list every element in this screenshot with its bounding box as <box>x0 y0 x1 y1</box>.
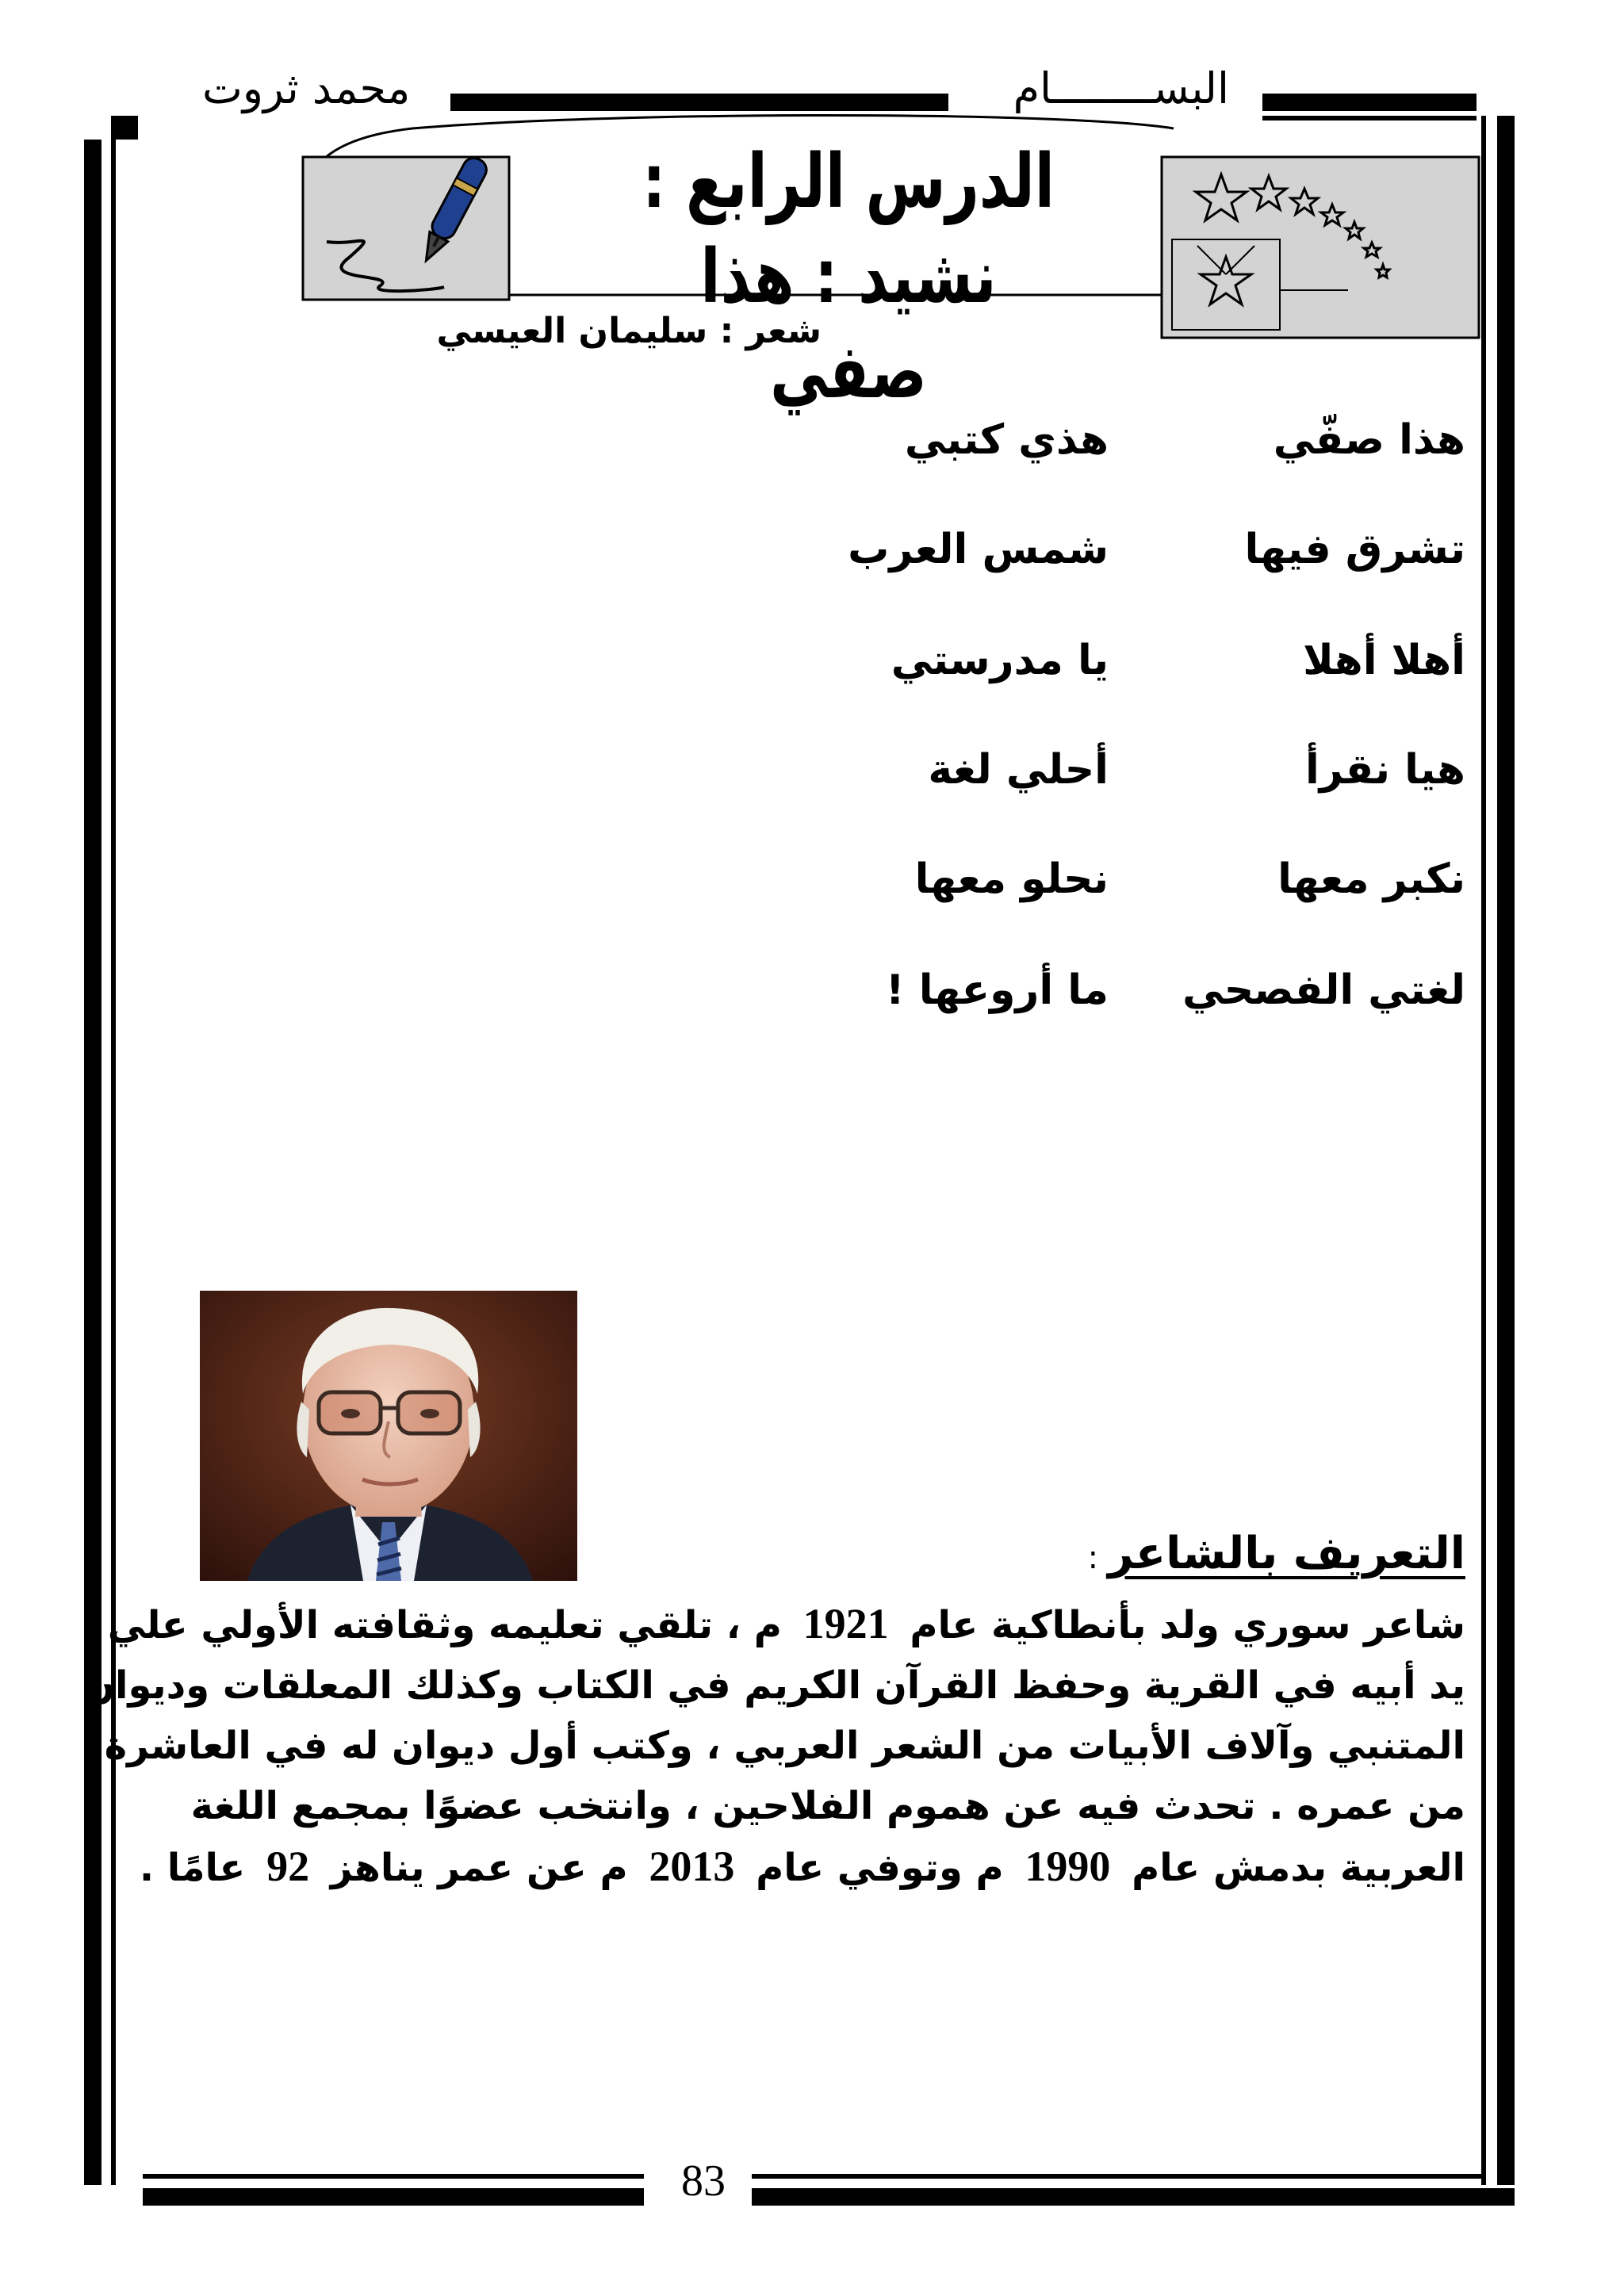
poem-line <box>0 522 1624 577</box>
bio-birth-year: 1921 <box>802 1600 889 1647</box>
poem-hemistich-left: نحلو معها <box>914 855 1109 903</box>
top-rule-right <box>1262 94 1477 111</box>
poem-hemistich-right: هيا نقرأ <box>1304 746 1465 794</box>
bio-academy-year: 1990 <box>1025 1843 1111 1890</box>
poem-hemistich-left: يا مدرستي <box>891 637 1109 684</box>
poem-line <box>0 633 1624 688</box>
poem-hemistich-right: نكبر معها <box>1277 855 1465 903</box>
poem-hemistich-right: أهلا أهلا <box>1303 637 1465 684</box>
header-title: البســــــــام <box>1013 63 1229 113</box>
bio-paragraph <box>70 1594 1465 1898</box>
poem-line <box>0 962 1624 1018</box>
pen-box <box>303 154 509 300</box>
header-author: محمد ثروت <box>202 63 411 113</box>
poem-line <box>0 742 1624 798</box>
poet-credit: شعر : سليمان العيسي <box>436 311 822 351</box>
poem-line <box>0 851 1624 907</box>
poem-hemistich-right: تشرق فيها <box>1244 526 1465 573</box>
bio-text-segment: م ، تلقي تعليمه وثقافته الأولي علي يد أبيه في القرية وحفظ القرآن الكريم في الكتاب وكذلك المعلقات وديوان المتنبي وآلاف الأبيات من الشعر العربي ، وكتب أول ديوان له في العاشرة من عمره . تحدث فيه عن هموم الفلاحين ، وانتخب عضوًا بمجمع اللغة العربية بدمش عام <box>82 1603 1465 1890</box>
poem-line <box>0 412 1624 468</box>
bio-age: 92 <box>266 1843 310 1890</box>
stars-box-frame <box>1162 157 1479 338</box>
poet-portrait <box>200 1291 577 1581</box>
bio-text-segment: شاعر سوري ولد بأنطاكية عام <box>910 1603 1465 1647</box>
poem-hemistich-right: لغتي الفصحي <box>1182 966 1465 1014</box>
poem-hemistich-right: هذا صفّي <box>1273 416 1465 464</box>
top-left-corner <box>111 116 138 140</box>
bio-text-segment: م وتوفي عام <box>756 1846 1004 1890</box>
bio-heading <box>1088 1526 1465 1586</box>
poem-hemistich-left: هذي كتبي <box>904 416 1109 464</box>
poem-hemistich-left: أحلي لغة <box>928 746 1109 794</box>
poem-hemistich-left: شمس العرب <box>848 526 1109 573</box>
bio-heading-colon: : <box>1087 1540 1099 1576</box>
lesson-title: الدرس الرابع : نشيد : هذا صفي <box>642 139 1055 415</box>
bottom-rule-right-thin <box>752 2174 1481 2179</box>
bottom-rule-right <box>752 2188 1515 2206</box>
page-number: 83 <box>681 2156 726 2206</box>
bio-text-segment: عامًا . <box>139 1846 246 1890</box>
bio-heading-label: التعريف بالشاعر <box>1108 1528 1465 1579</box>
bottom-rule-left <box>143 2188 644 2206</box>
top-rule-left <box>450 94 948 111</box>
bio-death-year: 2013 <box>649 1843 735 1890</box>
bottom-rule-left-thin <box>143 2174 644 2179</box>
bio-text-segment: م عن عمر يناهز <box>330 1846 628 1890</box>
poem-hemistich-left: ما أروعها ! <box>885 966 1109 1014</box>
stars-box <box>1162 157 1479 338</box>
